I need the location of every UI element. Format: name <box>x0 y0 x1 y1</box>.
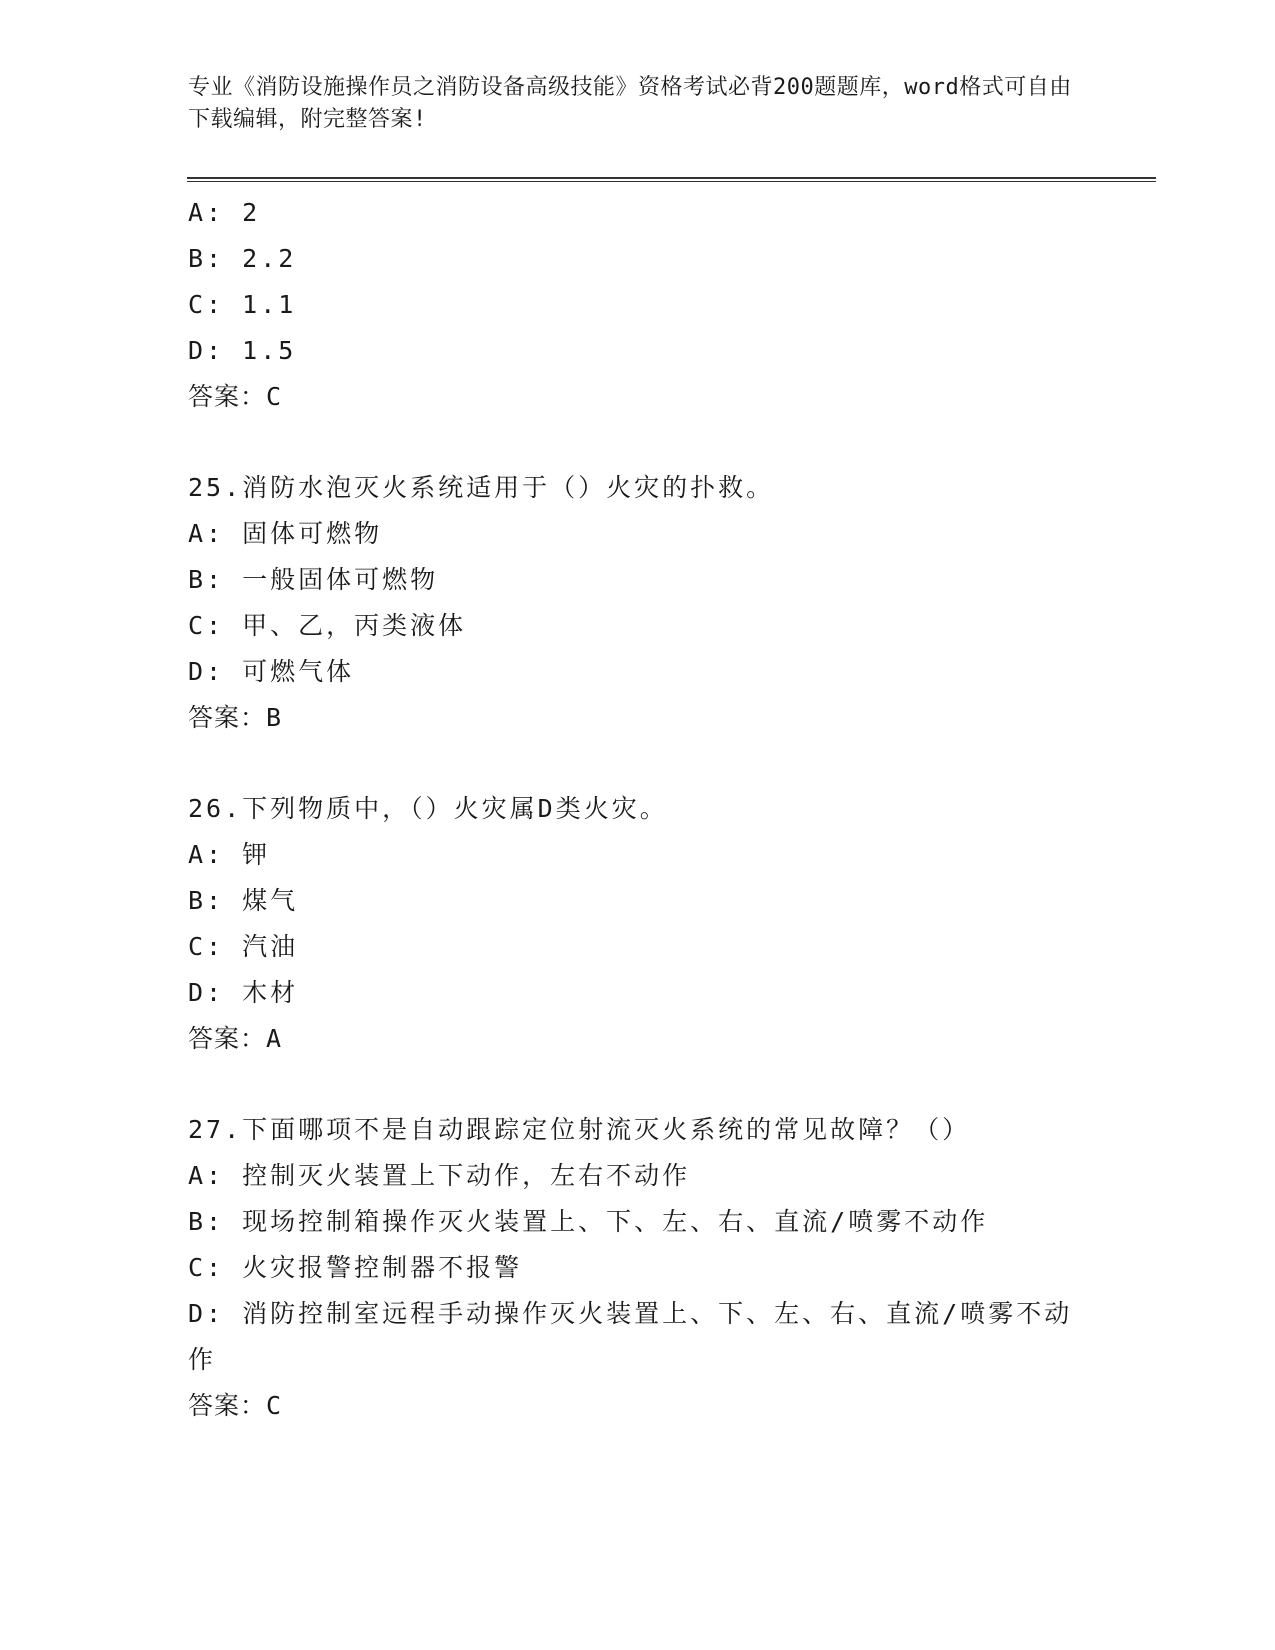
question-26 <box>188 786 1088 1062</box>
answer-line: 答案：A <box>188 1024 283 1053</box>
question-stem: 26.下列物质中，（）火灾属D类火灾。 <box>188 794 668 823</box>
answer-line: 答案：C <box>188 382 283 411</box>
option-c: C: 火灾报警控制器不报警 <box>188 1253 523 1282</box>
option-b: B: 煤气 <box>188 886 299 915</box>
option-a: A: 钾 <box>188 840 271 869</box>
option-d: D: 消防控制室远程手动操作灭火装置上、下、左、右、直流/喷雾不动作 <box>188 1299 1073 1374</box>
option-c: C: 汽油 <box>188 932 299 961</box>
option-c: C: 1.1 <box>188 290 297 319</box>
question-list <box>188 190 1088 1429</box>
question-27 <box>188 1107 1088 1429</box>
question-25 <box>188 465 1088 741</box>
option-d: D: 木材 <box>188 978 299 1007</box>
answer-line: 答案：B <box>188 703 283 732</box>
header-divider <box>187 177 1156 182</box>
question-stem: 25.消防水泡灭火系统适用于（）火灾的扑救。 <box>188 473 775 502</box>
question-stem: 27.下面哪项不是自动跟踪定位射流灭火系统的常见故障？（） <box>188 1115 971 1144</box>
option-a: A: 控制灭火装置上下动作，左右不动作 <box>188 1161 691 1190</box>
option-d: D: 可燃气体 <box>188 657 355 686</box>
question-24-continued <box>188 190 1088 420</box>
answer-line: 答案：C <box>188 1391 283 1420</box>
option-b: B: 2.2 <box>188 244 297 273</box>
option-d: D: 1.5 <box>188 336 297 365</box>
option-c: C: 甲、乙，丙类液体 <box>188 611 467 640</box>
option-a: A: 2 <box>188 198 261 227</box>
option-a: A: 固体可燃物 <box>188 519 383 548</box>
option-b: B: 一般固体可燃物 <box>188 565 439 594</box>
option-b: B: 现场控制箱操作灭火装置上、下、左、右、直流/喷雾不动作 <box>188 1207 989 1236</box>
document-title: 专业《消防设施操作员之消防设备高级技能》资格考试必背200题题库，word格式可自由下载编辑，附完整答案! <box>188 75 1072 132</box>
